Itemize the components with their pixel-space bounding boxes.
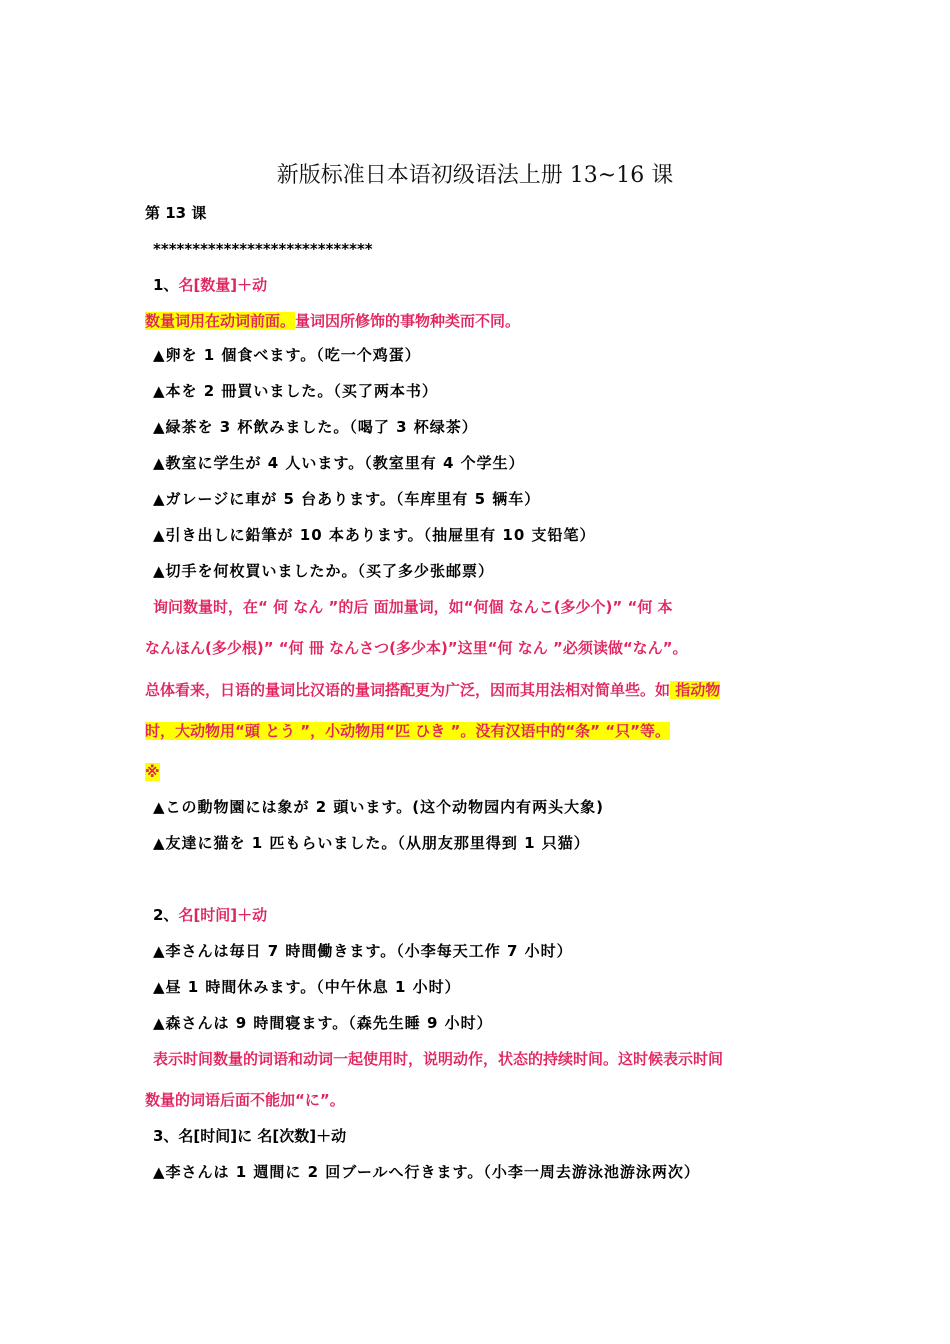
example-2-2: ▲昼 1 時間休みます。（中午休息 1 小时） xyxy=(153,978,461,996)
example-1-1: ▲卵を 1 個食べます。（吃一个鸡蛋） xyxy=(153,346,421,364)
document-title: 新版标准日本语初级语法上册 13~16 课 xyxy=(276,163,674,188)
section-1-note-highlight: 数量词用在动词前面。 xyxy=(145,312,296,330)
example-2-3: ▲森さんは 9 時間寝ます。（森先生睡 9 小时） xyxy=(153,1014,493,1032)
reference-mark: ※ xyxy=(145,763,160,781)
example-1-6: ▲引き出しに鉛筆が 10 本あります。（抽屉里有 10 支铅笔） xyxy=(153,526,596,544)
explanation-1-highlight-b: 时，大动物用“頭 とう ”，小动物用“匹 ひき ”。没有汉语中的“条” “只”等。 xyxy=(145,722,670,740)
section-1-note xyxy=(145,311,520,331)
explanation-1-highlight-a: 指动物 xyxy=(670,681,721,699)
example-1b-1: ▲この動物園には象が 2 頭います。(这个动物园内有两头大象) xyxy=(153,798,604,816)
explanation-1-line-3-text: 总体看来，日语的量词比汉语的量词搭配更为广泛，因而其用法相对简单些。如 xyxy=(145,681,671,699)
example-1-4: ▲教室に学生が 4 人います。（教室里有 4 个学生） xyxy=(153,454,525,472)
section-2-heading xyxy=(153,905,267,925)
example-3-1: ▲李さんは 1 週間に 2 回ブールへ行きます。（小李一周去游泳池游泳两次） xyxy=(153,1163,700,1181)
separator-stars: **************************** xyxy=(153,240,373,258)
example-1b-2: ▲友達に猫を 1 匹もらいました。（从朋友那里得到 1 只猫） xyxy=(153,834,590,852)
section-1-label: 名[数量]＋动 xyxy=(178,276,268,294)
example-1-7: ▲切手を何枚買いましたか。（买了多少张邮票） xyxy=(153,562,495,580)
section-2-label: 名[时间]＋动 xyxy=(178,906,268,924)
explanation-1-line-4 xyxy=(145,721,670,741)
explanation-1-line-3 xyxy=(145,680,720,700)
example-1-3: ▲緑茶を 3 杯飲みました。（喝了 3 杯绿茶） xyxy=(153,418,478,436)
section-1-heading xyxy=(153,275,267,295)
example-2-1: ▲李さんは毎日 7 時間働きます。（小李每天工作 7 小时） xyxy=(153,942,573,960)
explanation-1-line-2: なんほん(多少根)” “何 冊 なんさつ(多少本)”这里“何 なん ”必须读做“なん”。 xyxy=(145,639,688,657)
example-1-5: ▲ガレージに車が 5 台あります。（车库里有 5 辆车） xyxy=(153,490,541,508)
section-1-note-rest: 量词因所修饰的事物种类而不同。 xyxy=(295,312,521,330)
section-3-heading: 3、名[时间]に 名[次数]＋动 xyxy=(153,1127,347,1145)
lesson-heading: 第 13 课 xyxy=(145,204,207,222)
explanation-2-line-2: 数量的词语后面不能加“に”。 xyxy=(145,1091,345,1109)
explanation-2-line-1: 表示时间数量的词语和动词一起使用时，说明动作，状态的持续时间。这时候表示时间 xyxy=(153,1050,724,1068)
section-1-number: 1、 xyxy=(153,276,179,294)
reference-mark-line xyxy=(145,762,160,782)
section-2-number: 2、 xyxy=(153,906,179,924)
explanation-1-line-1: 询问数量时，在“ 何 なん ”的后 面加量词，如“何個 なんこ(多少个)” “何 本 xyxy=(153,598,673,616)
example-1-2: ▲本を 2 冊買いました。（买了两本书） xyxy=(153,382,438,400)
